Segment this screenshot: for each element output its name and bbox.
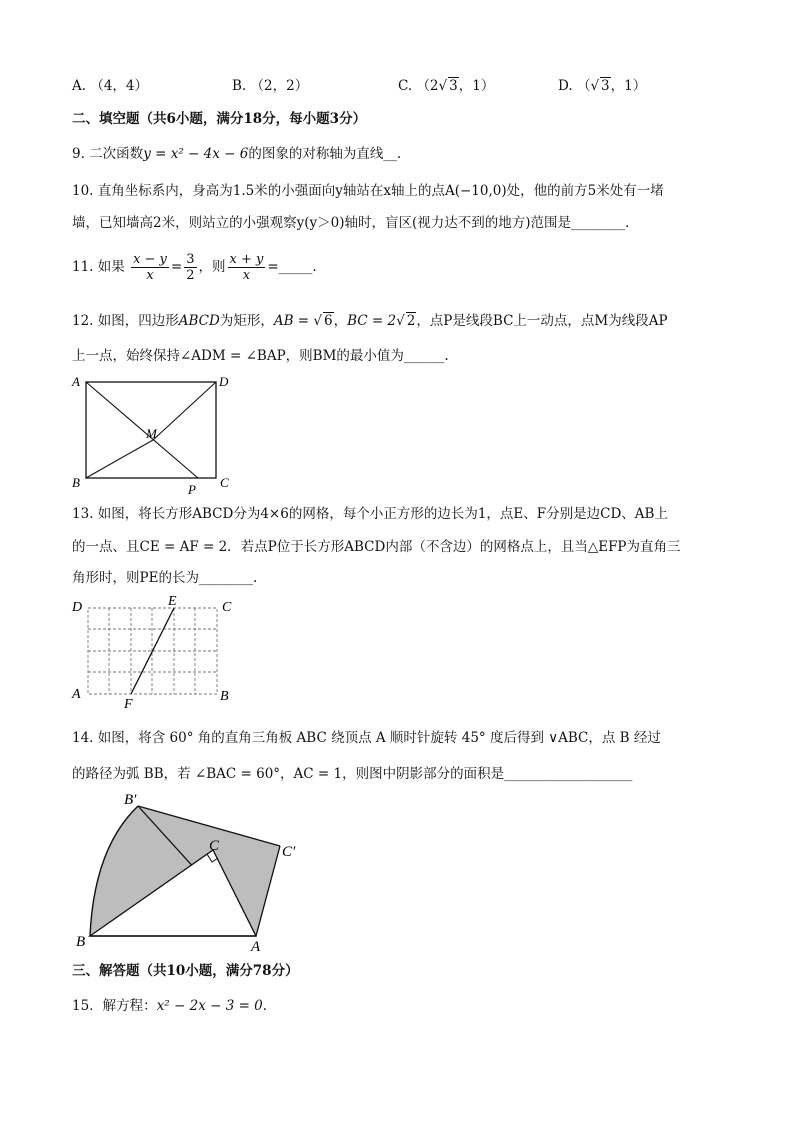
label-d: D: [219, 374, 229, 389]
label-b: B: [220, 689, 229, 704]
question-9: 9. 二次函数y = x² − 4x − 6的图象的对称轴为直线__.: [72, 146, 402, 162]
label-f: F: [124, 697, 133, 712]
label-a: A: [72, 687, 81, 702]
question-15: 15．解方程：x² − 2x − 3 = 0.: [72, 998, 268, 1014]
question-13-line1: 13. 如图，将长方形ABCD分为4×6的网格，每个小正方形的边长为1，点E、F分别是边CD、AB上: [72, 506, 668, 522]
segment-ap: [86, 382, 198, 478]
question-10-line1: 10. 直角坐标系内，身高为1.5米的小强面向y轴站在x轴上的点A(−10,0)处，他的前方5米处有一堵: [72, 183, 664, 199]
label-e: E: [168, 594, 177, 609]
option-d: D. （√ 3，1）: [558, 78, 647, 94]
rotation-figure: [70, 788, 310, 958]
fraction-2: $\frac{3}{2}$: [186, 252, 195, 283]
label-a: A: [72, 374, 80, 389]
label-b-prime: B′: [124, 792, 137, 808]
section2-title: 二、填空题（共6小题，满分18分，每小题3分）: [72, 111, 367, 127]
label-c-prime: C′: [282, 844, 296, 860]
question-12-line2: 上一点，始终保持∠ADM = ∠BAP，则BM的最小值为______.: [72, 348, 449, 364]
option-c: C. （2√ 3，1）: [398, 78, 495, 94]
question-10-line2: 墙，已知墙高2米，则站立的小强观察y(y＞0)轴时，盲区(视力达不到的地方)范围是________.: [72, 215, 630, 231]
label-b: B: [72, 475, 80, 490]
label-c: C: [220, 475, 229, 490]
rectangle-figure: [68, 370, 248, 498]
fraction-3: $\frac{x + y}{x}$: [229, 252, 264, 283]
grid-figure: [66, 592, 246, 712]
label-p: P: [188, 482, 196, 497]
segment-dm: [153, 382, 216, 440]
question-13-line3: 角形时，则PE的长为________.: [72, 570, 258, 586]
option-b: B. （2，2）: [232, 78, 309, 94]
label-c: C: [222, 600, 232, 615]
segment-ef: [131, 608, 174, 694]
question-14-line2: 的路径为弧 BB，若 ∠BAC = 60°，AC = 1，则图中阴影部分的面积是___________________: [72, 766, 633, 782]
question-12-line1: 12. 如图，四边形ABCD为矩形，AB = √ 6，BC = 2√ 2，点P是线段BC上一动点，点M为线段AP: [72, 313, 668, 329]
segment-bm: [86, 440, 153, 478]
label-a: A: [251, 939, 261, 955]
question-11: 11. 如果 $\frac{x - y}{x}$ = $\frac{3}{2}$ ，则 $\frac{x + y}{x}$ =_____.: [72, 252, 317, 283]
option-a: A. （4，4）: [72, 78, 149, 94]
question-14-line1: 14. 如图，将含 60° 角的直角三角板 ABC 绕顶点 A 顺时针旋转 45° 度后得到 ∨ABC，点 B 经过: [72, 730, 661, 746]
label-b: B: [76, 934, 86, 950]
label-d: D: [72, 600, 83, 615]
section3-title: 三、解答题（共10小题，满分78分）: [72, 963, 299, 979]
label-c: C: [209, 838, 220, 854]
label-m: M: [146, 426, 157, 441]
question-13-line2: 的一点、且CE = AF = 2．若点P位于长方形ABCD内部（不含边）的网格点上，且当△EFP为直角三: [72, 539, 681, 555]
fraction-1: $\frac{x - y}{x}$: [133, 252, 167, 283]
